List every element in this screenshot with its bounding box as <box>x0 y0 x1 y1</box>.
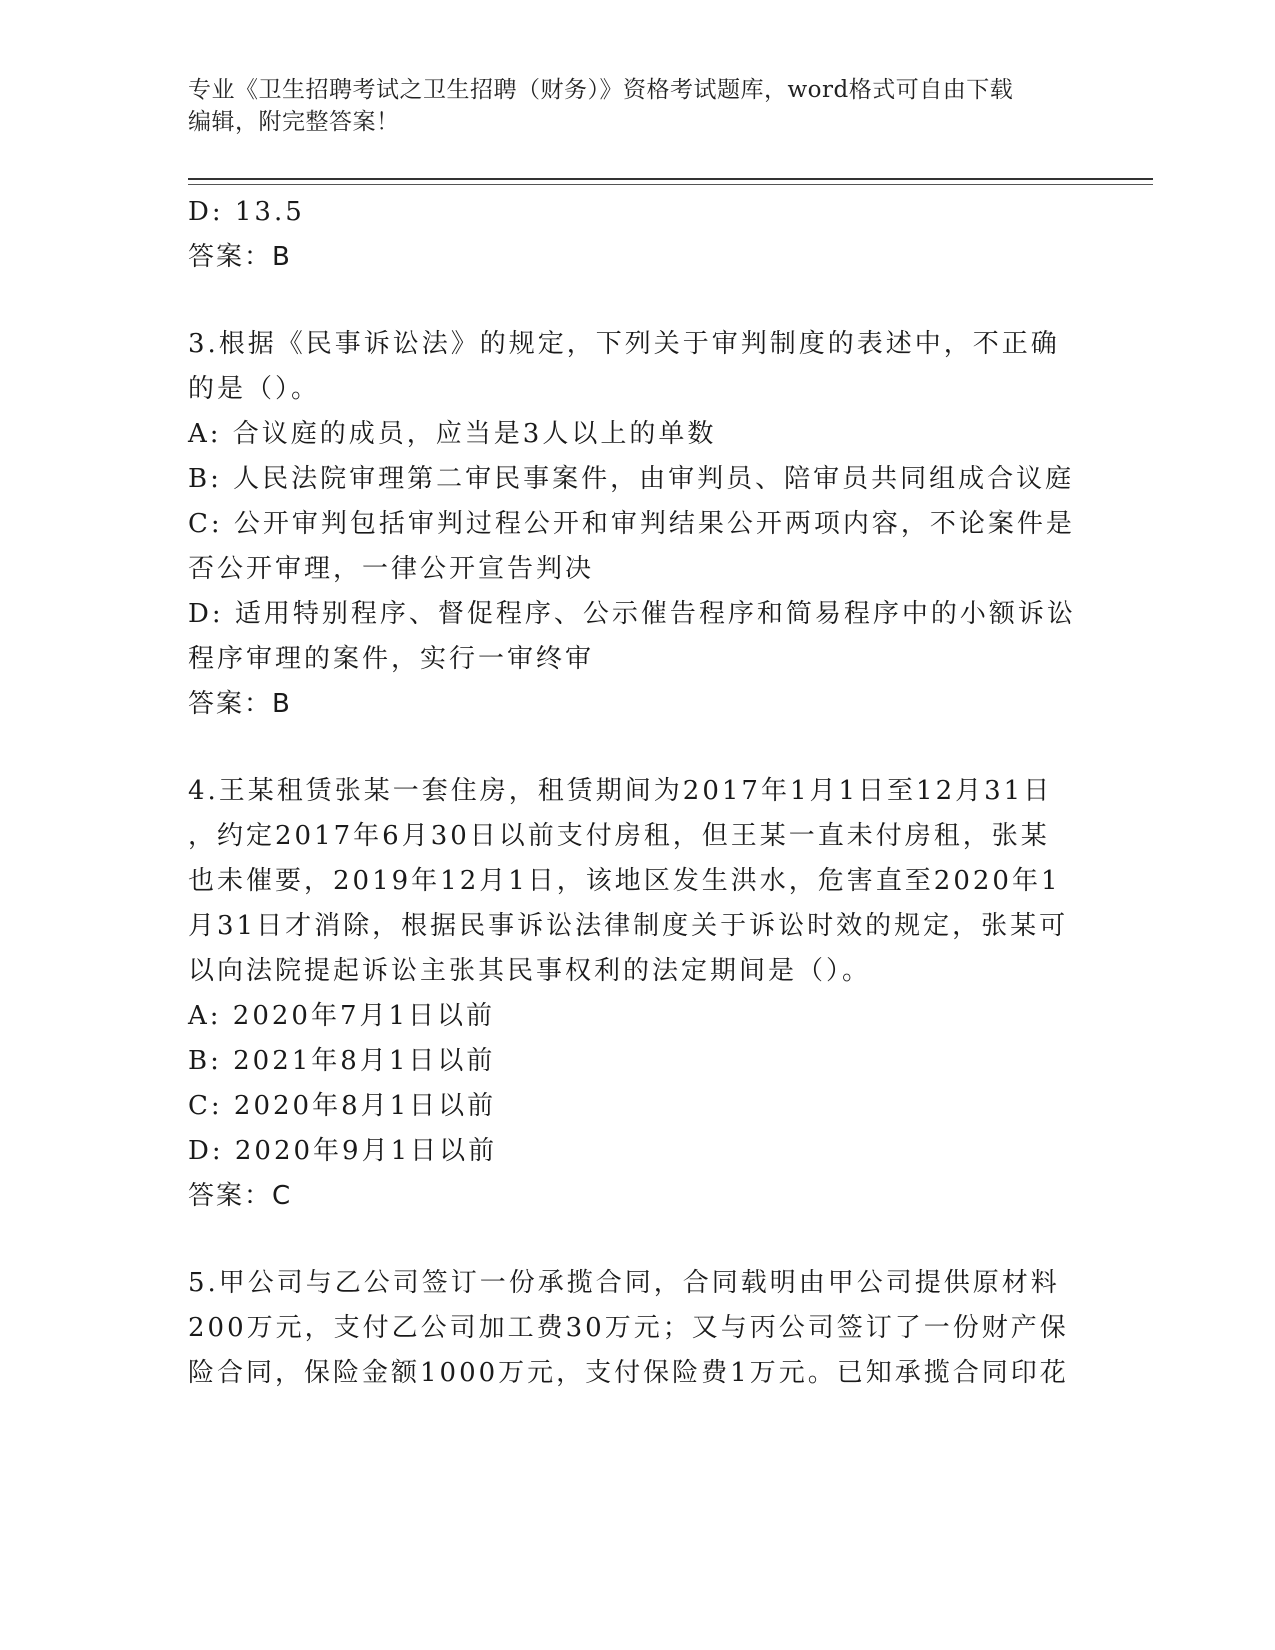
option-a: A: 2020年7月1日以前 <box>188 1001 496 1031</box>
question-stem: 3.根据《民事诉讼法》的规定，下列关于审判制度的表述中，不正确 <box>188 329 1060 359</box>
option-a: A: 合议庭的成员，应当是3人以上的单数 <box>188 419 717 449</box>
question-3 <box>188 322 1078 727</box>
question-5 <box>188 1261 1078 1396</box>
question-stem-cont: 200万元，支付乙公司加工费30万元；又与丙公司签订了一份财产保 <box>188 1313 1069 1343</box>
question-stem-cont: 的是（）。 <box>188 374 321 404</box>
question-stem-cont: 也未催要，2019年12月1日，该地区发生洪水，危害直至2020年1 <box>188 866 1061 896</box>
header-divider-thick <box>188 178 1153 180</box>
option-c-cont: 否公开审理，一律公开宣告判决 <box>188 554 595 584</box>
answer-line: 答案：B <box>188 689 292 719</box>
option-d: D: 适用特别程序、督促程序、公示催告程序和简易程序中的小额诉讼 <box>188 599 1076 629</box>
question-stem-cont: 月31日才消除，根据民事诉讼法律制度关于诉讼时效的规定，张某可 <box>188 911 1069 941</box>
answer-line: 答案：B <box>188 242 292 272</box>
previous-question-tail <box>188 190 1078 280</box>
question-stem-cont: 以向法院提起诉讼主张其民事权利的法定期间是（）。 <box>188 956 872 986</box>
header-divider-thin <box>188 184 1153 185</box>
question-stem: 4.王某租赁张某一套住房，租赁期间为2017年1月1日至12月31日 <box>188 776 1053 806</box>
header-line-2: 编辑，附完整答案！ <box>188 109 400 135</box>
option-d: D: 13.5 <box>188 197 305 227</box>
option-b: B: 2021年8月1日以前 <box>188 1046 496 1076</box>
option-c: C: 2020年8月1日以前 <box>188 1091 497 1121</box>
option-b: B: 人民法院审理第二审民事案件，由审判员、陪审员共同组成合议庭 <box>188 464 1075 494</box>
document-body <box>188 190 1078 1396</box>
question-stem: 5.甲公司与乙公司签订一份承揽合同，合同载明由甲公司提供原材料 <box>188 1268 1060 1298</box>
document-header <box>188 74 1088 138</box>
question-stem-cont: 险合同，保险金额1000万元，支付保险费1万元。已知承揽合同印花 <box>188 1358 1069 1388</box>
option-d-cont: 程序审理的案件，实行一审终审 <box>188 644 595 674</box>
option-d: D: 2020年9月1日以前 <box>188 1136 498 1166</box>
question-4 <box>188 769 1078 1219</box>
option-c: C: 公开审判包括审判过程公开和审判结果公开两项内容，不论案件是 <box>188 509 1075 539</box>
question-stem-cont: ，约定2017年6月30日以前支付房租，但王某一直未付房租，张某 <box>188 821 1050 851</box>
header-line-1: 专业《卫生招聘考试之卫生招聘（财务）》资格考试题库，word格式可自由下载 <box>188 77 1014 103</box>
answer-line: 答案：C <box>188 1181 293 1211</box>
